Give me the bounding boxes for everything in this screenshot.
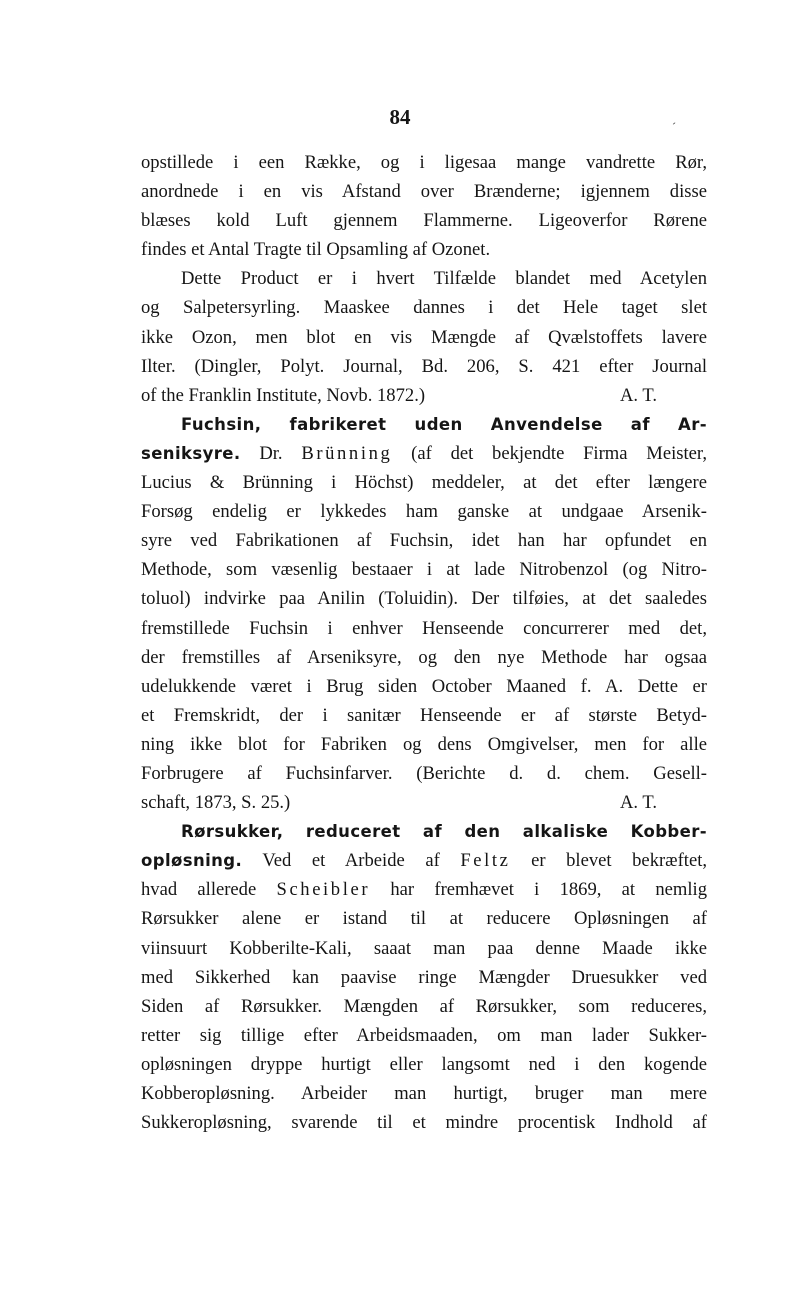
text-line: retter sig tillige efter Arbeidsmaaden, om man lader Sukker-	[141, 1024, 707, 1046]
article-heading: Rørsukker, reduceret af den alkaliske Kobber-	[181, 822, 707, 842]
text-line: ikke Ozon, men blot en vis Mængde af Qvælstoffets lavere	[141, 326, 707, 348]
text-line: of the Franklin Institute, Novb. 1872.)	[141, 384, 426, 406]
text-line: findes et Antal Tragte til Opsamling af Ozonet.	[141, 239, 491, 261]
text-line	[141, 875, 707, 904]
text-fragment: (af det bekjendte Firma Meister,	[392, 442, 707, 464]
text-line: der fremstilles af Arseniksyre, og den nye Methode har ogsaa	[141, 646, 707, 668]
text-line: Ilter. (Dingler, Polyt. Journal, Bd. 206, S. 421 efter Journal	[141, 355, 707, 377]
text-line: Rørsukker alene er istand til at reducere Opløsningen af	[141, 908, 707, 930]
text-fragment: Ved et Arbeide af	[242, 850, 461, 872]
text-line: syre ved Fabrikationen af Fuchsin, idet han har opfundet en	[141, 530, 707, 552]
signature: A. T.	[619, 792, 657, 814]
text-line: toluol) indvirke paa Anilin (Toluidin). Der tilføies, at det saaledes	[141, 588, 707, 610]
text-line	[141, 439, 707, 468]
text-line: med Sikkerhed kan paavise ringe Mængder Druesukker ved	[141, 966, 707, 988]
closing-line	[141, 788, 707, 817]
text-line: viinsuurt Kobberilte-Kali, saaat man paa denne Maade ikke	[141, 937, 707, 959]
text-line: Siden af Rørsukker. Mængden af Rørsukker, som reduceres,	[141, 995, 707, 1017]
text-line: Lucius & Brünning i Höchst) meddeler, at det efter længere	[141, 472, 707, 494]
body-text	[141, 148, 707, 1137]
text-line: anordnede i en vis Afstand over Brænderne; igjennem disse	[141, 181, 707, 203]
article-heading-cont: opløsning.	[141, 851, 243, 871]
text-line: Methode, som væsenlig bestaaer i at lade Nitrobenzol (og Nitro-	[141, 559, 707, 581]
text-line: fremstillede Fuchsin i enhver Henseende concurrerer med det,	[141, 617, 707, 639]
text-line: Kobberopløsning. Arbeider man hurtigt, bruger man mere	[141, 1083, 707, 1104]
text-line: udelukkende været i Brug siden October Maaned f. A. Dette er	[141, 675, 707, 697]
text-line: opstillede i een Række, og i ligesaa mange vandrette Rør,	[141, 152, 707, 173]
page-number: 84	[389, 105, 411, 129]
author-name: Scheibler	[276, 879, 371, 901]
closing-line	[141, 381, 707, 410]
article-heading-cont: seniksyre.	[141, 443, 241, 463]
text-fragment: hvad allerede	[141, 879, 277, 901]
text-line: Forsøg endelig er lykkedes ham ganske at undgaae Arsenik-	[141, 501, 707, 523]
text-line: Sukkeropløsning, svarende til et mindre procentisk Indhold af	[141, 1112, 707, 1134]
text-line	[141, 846, 707, 875]
text-fragment: er blevet bekræftet,	[510, 850, 707, 872]
text-line: Dette Product er i hvert Tilfælde blandet med Acetylen	[181, 268, 707, 290]
article-heading-line	[141, 410, 707, 439]
article-heading: Fuchsin, fabrikeret uden Anvendelse af Ar-	[181, 414, 707, 434]
author-name: Feltz	[460, 850, 511, 872]
author-name: Brünning	[301, 442, 393, 464]
text-line: opløsningen dryppe hurtigt eller langsomt ned i den kogende	[141, 1053, 707, 1075]
stray-mark: ´	[672, 120, 676, 134]
text-line: schaft, 1873, S. 25.)	[141, 792, 291, 814]
text-fragment: Dr.	[240, 442, 302, 464]
article-heading-line	[141, 817, 707, 846]
text-line: blæses kold Luft gjennem Flammerne. Ligeoverfor Rørene	[141, 210, 707, 232]
text-fragment: har fremhævet i 1869, at nemlig	[370, 879, 707, 901]
text-line: ning ikke blot for Fabriken og dens Omgivelser, men for alle	[141, 733, 707, 755]
text-line: et Fremskridt, der i sanitær Henseende er af største Betyd-	[141, 704, 707, 726]
signature: A. T.	[619, 384, 657, 406]
text-line: og Salpetersyrling. Maaskee dannes i det Hele taget slet	[141, 297, 707, 319]
text-line: Forbrugere af Fuchsinfarver. (Berichte d. d. chem. Gesell-	[141, 762, 707, 784]
